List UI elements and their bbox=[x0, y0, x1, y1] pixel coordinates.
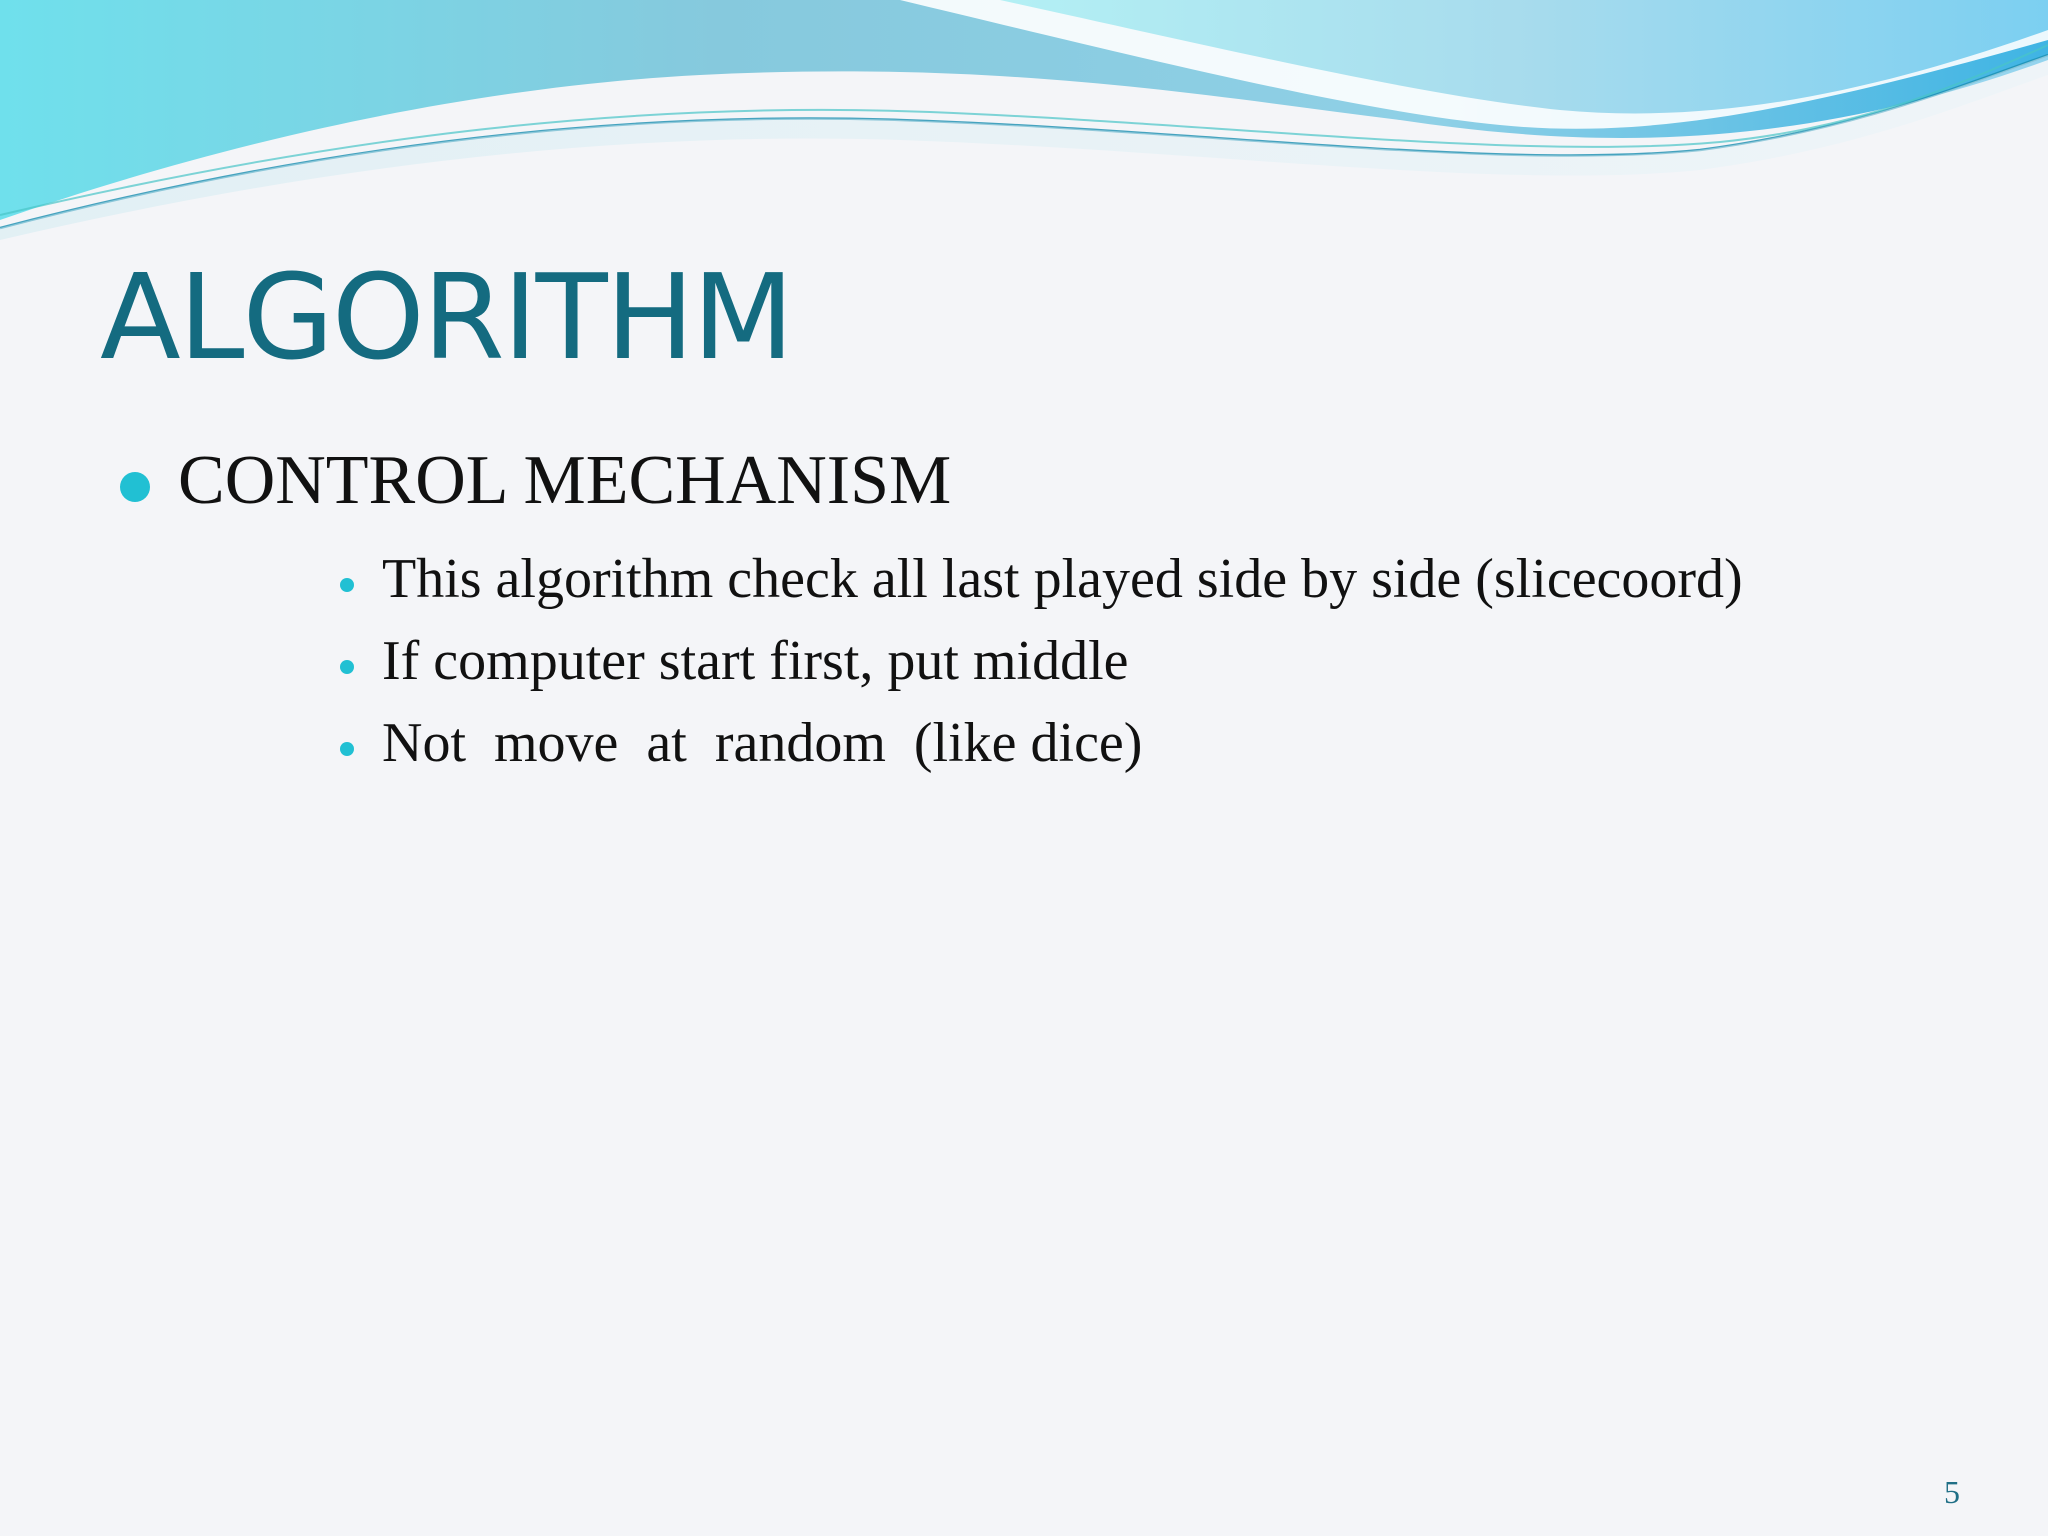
sub-bullet-dot-icon bbox=[340, 578, 354, 592]
page-number: 5 bbox=[1944, 1474, 1960, 1510]
sub-bullet-dot-icon bbox=[340, 742, 354, 756]
bullet-dot-icon bbox=[120, 472, 150, 502]
sub-bullet-text: This algorithm check all last played side by side (slicecoord) bbox=[382, 548, 1743, 610]
sub-bullet-dot-icon bbox=[340, 660, 354, 674]
header-wave-decoration bbox=[0, 0, 2048, 240]
sub-bullet-text: If computer start first, put middle bbox=[382, 630, 1129, 692]
sub-bullet-text: Not move at random (like dice) bbox=[382, 712, 1143, 774]
slide-title: ALGORITHM bbox=[100, 248, 793, 386]
bullet-text: CONTROL MECHANISM bbox=[178, 442, 952, 519]
